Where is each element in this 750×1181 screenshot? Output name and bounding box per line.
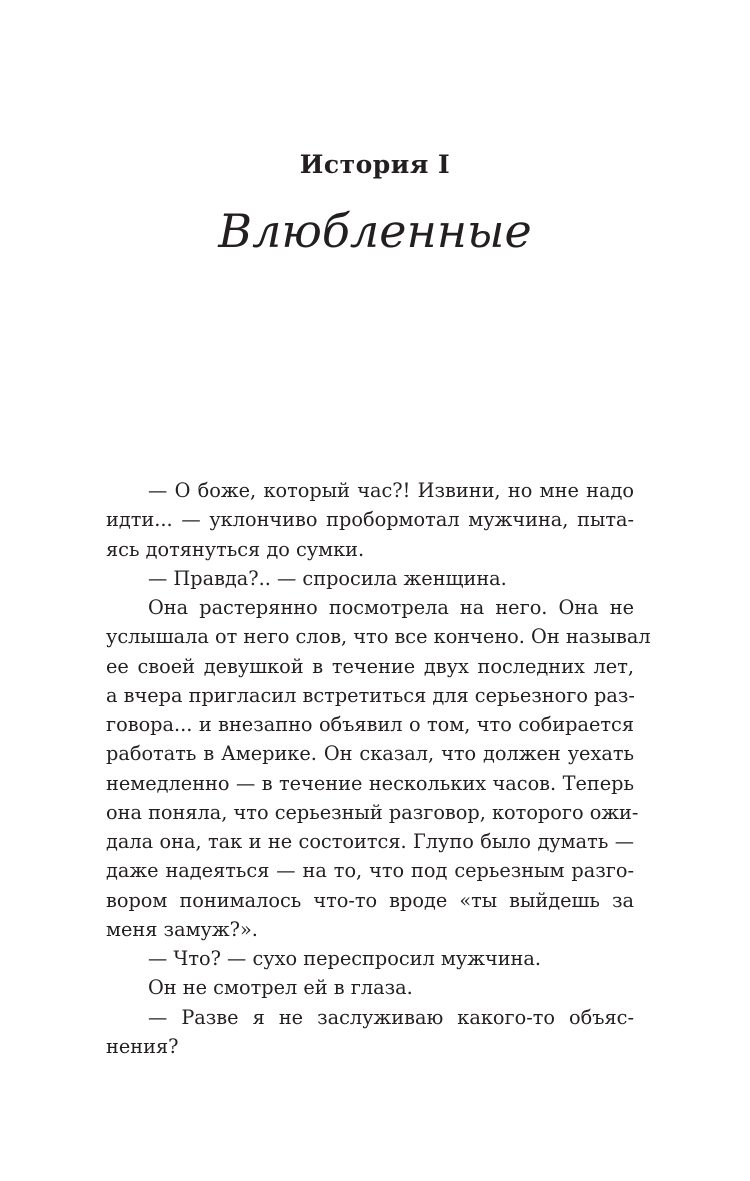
text-line: идти... — уклончиво пробормотал мужчина, пыта-	[106, 508, 634, 532]
body-text	[106, 476, 651, 1061]
text-line: — Разве я не заслуживаю какого-то объяс-	[148, 1005, 634, 1029]
text-line: вором понималось что-то вроде «ты выйдешь за	[106, 888, 634, 912]
text-line: работать в Америке. Он сказал, что должен уехать	[106, 742, 634, 766]
chapter-title: Влюбленные	[218, 204, 532, 258]
text-line: нения?	[106, 1034, 179, 1058]
text-line: даже надеяться — на то, что под серьезным разго-	[106, 859, 634, 883]
text-line: — Что? — сухо переспросил мужчина.	[148, 947, 542, 970]
text-line: ясь дотянуться до сумки.	[106, 537, 365, 561]
text-line: ее своей девушкой в течение двух последних лет,	[106, 654, 634, 678]
text-line: немедленно — в течение нескольких часов. Теперь	[106, 771, 634, 795]
text-line: а вчера пригласил встретиться для серьезного раз-	[106, 683, 635, 707]
chapter-label: История I	[299, 150, 451, 179]
text-line: услышала от него слов, что все кончено. Он называл	[106, 625, 651, 649]
text-line: она поняла, что серьезный разговор, которого ожи-	[106, 800, 639, 824]
text-line: меня замуж?».	[106, 917, 258, 941]
text-line: — Правда?.. — спросила женщина.	[148, 566, 507, 590]
text-line: говора... и внезапно объявил о том, что собирается	[106, 713, 634, 736]
text-line: Она растерянно посмотрела на него. Она не	[148, 596, 634, 619]
text-line: — О боже, который час?! Извини, но мне надо	[148, 479, 634, 502]
text-line: Он не смотрел ей в глаза.	[148, 976, 413, 1000]
text-line: дала она, так и не состоится. Глупо было думать —	[106, 830, 634, 853]
